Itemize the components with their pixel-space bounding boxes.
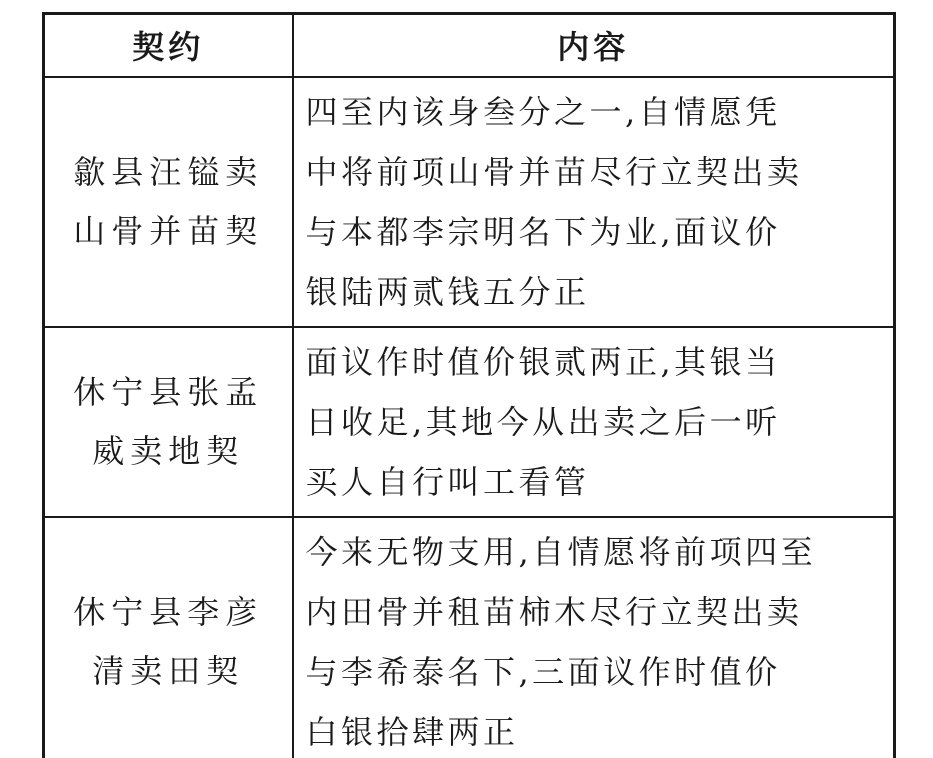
content-line: 买人自行叫工看管: [305, 462, 590, 501]
content-line: 今来无物支用,自情愿将前项四至: [305, 532, 817, 571]
contract-content-cell: [293, 517, 895, 758]
content-line: 日收足,其地今从出卖之后一听: [305, 402, 781, 441]
contract-name-line: 清卖田契: [92, 651, 245, 690]
content-line: 内田骨并租苗柿木尽行立契出卖: [305, 592, 803, 631]
header-content: 内容: [293, 14, 895, 77]
content-line: 面议作时值价银贰两正,其银当: [305, 342, 781, 381]
content-line: 银陆两贰钱五分正: [305, 272, 590, 311]
contract-content-cell: [293, 327, 895, 517]
contract-name-cell: [44, 327, 293, 517]
contracts-table: [42, 12, 896, 758]
table-row: [44, 517, 895, 758]
header-row: [44, 14, 895, 77]
table-row: [44, 77, 895, 327]
contract-name-line: 威卖地契: [92, 431, 245, 470]
header-contract: 契约: [44, 14, 293, 77]
contract-name-cell: [44, 77, 293, 327]
contract-name-line: 山骨并苗契: [73, 211, 264, 250]
content-line: 中将前项山骨并苗尽行立契出卖: [305, 152, 803, 191]
content-line: 与李希泰名下,三面议作时值价: [305, 652, 781, 691]
contract-name-line: 休宁县李彦: [73, 592, 264, 631]
contract-name-line: 休宁县张孟: [73, 372, 264, 411]
contract-content-cell: [293, 77, 895, 327]
table-row: [44, 327, 895, 517]
content-line: 四至内该身叁分之一,自情愿凭: [305, 92, 781, 131]
contract-name-line: 歙县汪镒卖: [73, 152, 264, 191]
content-line: 白银拾肆两正: [305, 712, 519, 751]
contract-name-cell: [44, 517, 293, 758]
content-line: 与本都李宗明名下为业,面议价: [305, 212, 781, 251]
